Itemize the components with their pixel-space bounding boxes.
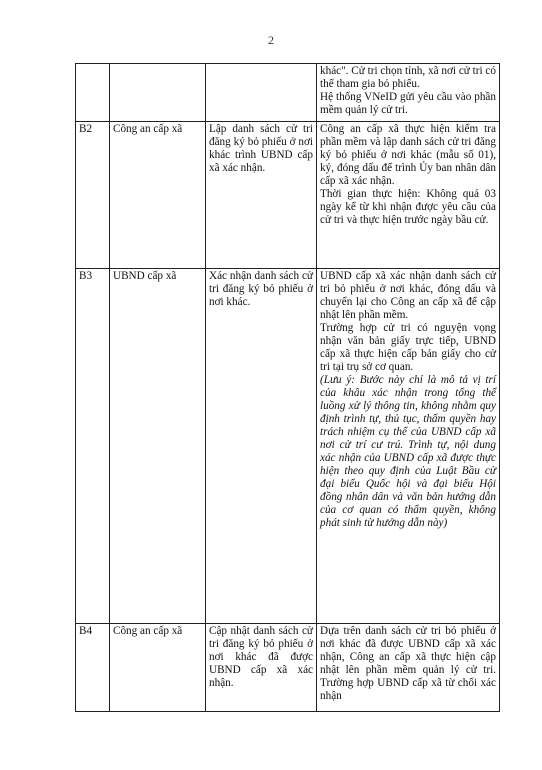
- detail-cell: [317, 624, 500, 712]
- actor-cell: [110, 64, 206, 122]
- detail-paragraph: Dựa trên danh sách cử tri bỏ phiếu ở nơi khác đã được UBND cấp xã xác nhận, Công an cấp xã thực hiện cập nhật lên phần mềm quản lý cử tri. Trường hợp UBND cấp xã từ chối xác nhận: [320, 625, 496, 702]
- step-cell: B2: [76, 122, 110, 269]
- table-row-continuation: [76, 64, 500, 122]
- note-paragraph: (Lưu ý: Bước này chỉ là mô tả vị trí của khâu xác nhận trong tổng thể luồng xử lý thông tin, không nhằm quy định trình tự, thủ tục, thẩm quyền hay trách nhiệm cụ thể của UBND cấp xã nơi cử trí cư trú. Trình tự, nội dung xác nhận của UBND cấp xã được thực hiện theo quy định của Luật Bầu cử đại biểu Quốc hội và đại biểu Hội đồng nhân dân và văn bản hướng dẫn của cơ quan có thẩm quyền, không phát sinh từ hướng dẫn này): [320, 374, 496, 529]
- actor-cell: UBND cấp xã: [110, 269, 206, 624]
- task-cell: Lập danh sách cử tri đăng ký bỏ phiếu ở nơi khác trình UBND cấp xã xác nhận.: [206, 122, 317, 269]
- step-cell: B4: [76, 624, 110, 712]
- table-row-b3: [76, 269, 500, 624]
- task-cell: Xác nhận danh sách cử tri đăng ký bỏ phiếu ở nơi khác.: [206, 269, 317, 624]
- detail-paragraph: khác". Cử tri chọn tỉnh, xã nơi cử tri có thể tham gia bỏ phiếu.: [320, 65, 496, 90]
- detail-cell: [317, 64, 500, 122]
- actor-cell: Công an cấp xã: [110, 624, 206, 712]
- procedure-table: [75, 63, 500, 712]
- detail-paragraph: UBND cấp xã xác nhận danh sách cử tri bỏ phiếu ở nơi khác, đóng dấu và chuyển lại cho Công an cấp xã để cập nhật lên phần mềm.: [320, 270, 496, 321]
- task-cell: Cập nhật danh sách cử tri đăng ký bỏ phiếu ở nơi khác đã được UBND cấp xã xác nhận.: [206, 624, 317, 712]
- detail-cell: [317, 269, 500, 624]
- detail-paragraph: Hệ thống VNeID gửi yêu cầu vào phần mềm quản lý cử tri.: [320, 91, 496, 116]
- step-cell: B3: [76, 269, 110, 624]
- step-cell: [76, 64, 110, 122]
- table-row-b4: [76, 624, 500, 712]
- detail-paragraph: Thời gian thực hiện: Không quá 03 ngày kể từ khi nhận được yêu cầu của cử tri và thực hiện trước ngày bầu cử.: [320, 188, 496, 226]
- detail-paragraph: Công an cấp xã thực hiện kiểm tra phần mềm và lập danh sách cử tri đăng ký bỏ phiếu ở nơi khác (mẫu số 01), ký, đóng dấu để trình Ủy ban nhân dân cấp xã xác nhận.: [320, 123, 496, 187]
- actor-cell: Công an cấp xã: [110, 122, 206, 269]
- detail-paragraph: Trường hợp cử tri có nguyện vọng nhận văn bản giấy trực tiếp, UBND cấp xã thực hiện cấp bản giấy cho cử tri tại trụ sở cơ quan.: [320, 322, 496, 373]
- detail-cell: [317, 122, 500, 269]
- task-cell: [206, 64, 317, 122]
- page-number: 2: [268, 33, 274, 47]
- table-row-b2: [76, 122, 500, 269]
